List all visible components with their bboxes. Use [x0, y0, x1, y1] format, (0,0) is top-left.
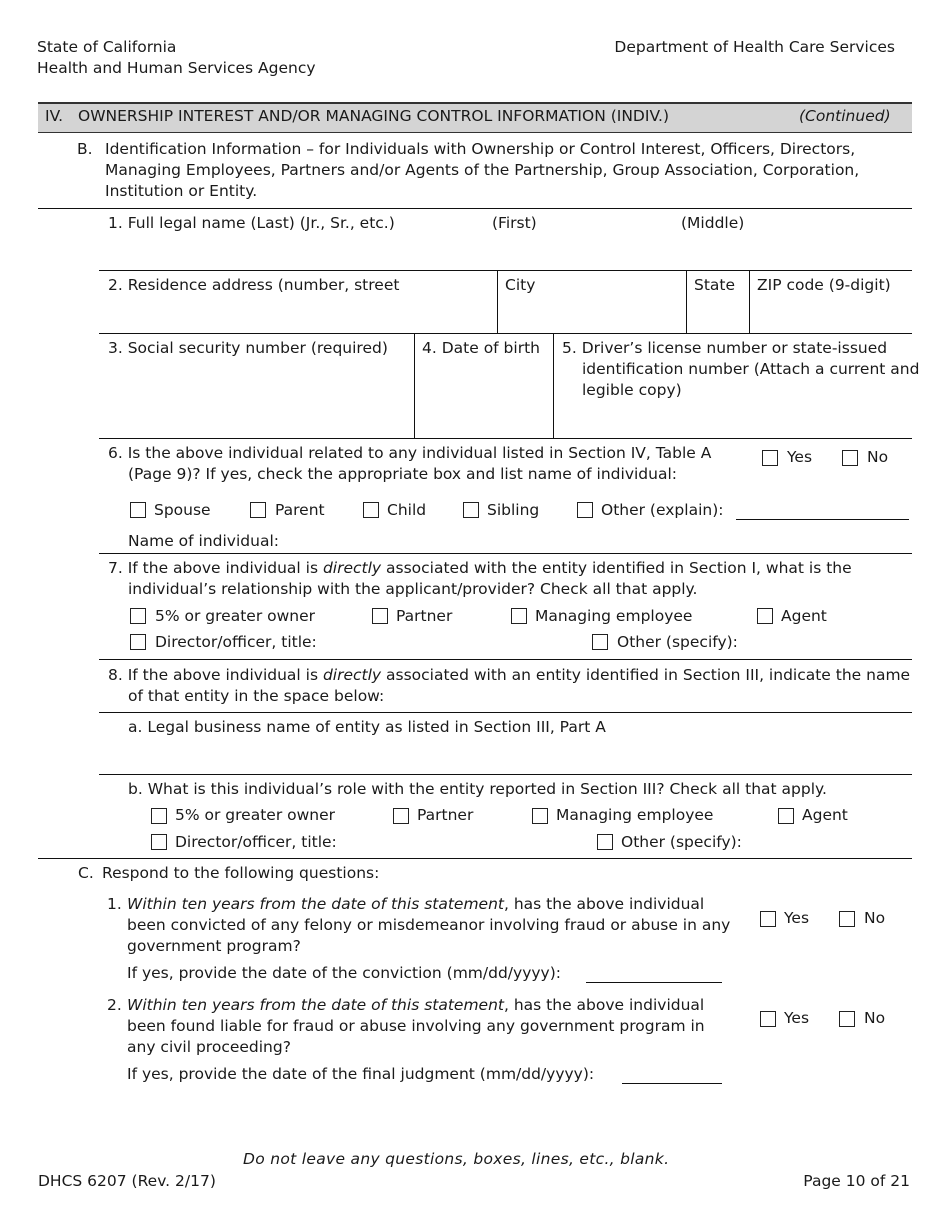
- q8-director-label: Director/officer, title:: [175, 833, 337, 851]
- name-of-individual-label: Name of individual:: [128, 532, 279, 550]
- c2-followup-label: If yes, provide the date of the final judgment (mm/dd/yyyy):: [127, 1065, 595, 1083]
- other-explain-field[interactable]: [736, 519, 909, 520]
- divider: [99, 333, 912, 334]
- q8-owner-checkbox[interactable]: [151, 808, 167, 824]
- residence-address-label: 2. Residence address (number, street: [108, 276, 400, 294]
- divider: [38, 208, 912, 209]
- other-explain-checkbox[interactable]: [577, 502, 593, 518]
- full-name-label: 1. Full legal name (Last) (Jr., Sr., etc.): [108, 214, 395, 232]
- q7-partner-checkbox[interactable]: [372, 608, 388, 624]
- q7-partner-label: Partner: [396, 607, 453, 625]
- ssn-label: 3. Social security number (required): [108, 339, 388, 357]
- divider: [414, 333, 415, 438]
- parent-checkbox[interactable]: [250, 502, 266, 518]
- c2-yes-label: Yes: [784, 1009, 810, 1027]
- c1-yes-label: Yes: [784, 909, 810, 927]
- c1-no-checkbox[interactable]: [839, 911, 855, 927]
- q8-other-checkbox[interactable]: [597, 834, 613, 850]
- divider: [99, 712, 912, 713]
- divider: [497, 270, 498, 333]
- spouse-checkbox[interactable]: [130, 502, 146, 518]
- form-id: DHCS 6207 (Rev. 2/17): [38, 1172, 216, 1190]
- section-title: OWNERSHIP INTEREST AND/OR MANAGING CONTROL INFORMATION (INDIV.): [78, 107, 670, 125]
- department-name: Department of Health Care Services: [614, 38, 895, 56]
- q6-no-checkbox[interactable]: [842, 450, 858, 466]
- q6-question: 6. Is the above individual related to any individual listed in Section IV, Table A (Page 9)? If yes, check the appropriate box and list name of individual:: [108, 444, 712, 483]
- q8-director-checkbox[interactable]: [151, 834, 167, 850]
- parent-label: Parent: [275, 501, 325, 519]
- drivers-license-label: 5. Driver’s license number or state-issued identification number (Attach a current and legible copy): [562, 339, 920, 399]
- q8-managing-checkbox[interactable]: [532, 808, 548, 824]
- dob-label: 4. Date of birth: [422, 339, 540, 357]
- child-label: Child: [387, 501, 427, 519]
- q7-managing-checkbox[interactable]: [511, 608, 527, 624]
- q8b-role-label: b. What is this individual’s role with the entity reported in Section III? Check all that apply.: [128, 780, 827, 798]
- q6-yes-label: Yes: [787, 448, 813, 466]
- q8-other-label: Other (specify):: [621, 833, 742, 851]
- c1-question: Within ten years from the date of this statement, has the above individual been convicted of any felony or misdemeanor involving fraud or abuse in any government program?: [127, 895, 731, 955]
- q7-question: 7. If the above individual is directly associated with the entity identified in Section I, what is the individual’s relationship with the applicant/provider? Check all that apply.: [108, 559, 852, 598]
- q8-agent-checkbox[interactable]: [778, 808, 794, 824]
- q6-yes-checkbox[interactable]: [762, 450, 778, 466]
- c1-followup-label: If yes, provide the date of the conviction (mm/dd/yyyy):: [127, 964, 561, 982]
- c2-number: 2.: [107, 996, 122, 1014]
- section-continued: (Continued): [799, 107, 891, 125]
- zip-code-label: ZIP code (9-digit): [757, 276, 891, 294]
- c1-number: 1.: [107, 895, 122, 913]
- part-b-description: Identification Information – for Individuals with Ownership or Control Interest, Officers, Directors, Managing Employees, Partners and/or Agents of the Partnership, Group Association, Corporation, Institution or Entity.: [105, 140, 860, 200]
- footer-notice: Do not leave any questions, boxes, lines, etc., blank.: [243, 1150, 670, 1168]
- spouse-label: Spouse: [154, 501, 211, 519]
- first-name-label: (First): [492, 214, 537, 232]
- q8-partner-checkbox[interactable]: [393, 808, 409, 824]
- city-label: City: [505, 276, 536, 294]
- part-b-letter: B.: [77, 140, 93, 158]
- q8-question: 8. If the above individual is directly associated with an entity identified in Section III, indicate the name of that entity in the space below:: [108, 666, 911, 705]
- c2-judgment-date-field[interactable]: [622, 1083, 722, 1084]
- divider: [99, 659, 912, 660]
- divider: [99, 438, 912, 439]
- child-checkbox[interactable]: [363, 502, 379, 518]
- divider: [99, 553, 912, 554]
- c1-conviction-date-field[interactable]: [586, 982, 722, 983]
- state-label: State: [694, 276, 736, 294]
- part-c-letter: C.: [78, 864, 94, 882]
- sibling-label: Sibling: [487, 501, 540, 519]
- sibling-checkbox[interactable]: [463, 502, 479, 518]
- q6-no-label: No: [867, 448, 889, 466]
- q7-owner-label: 5% or greater owner: [155, 607, 316, 625]
- page-number: Page 10 of 21: [803, 1172, 910, 1190]
- q8-owner-label: 5% or greater owner: [175, 806, 336, 824]
- c2-no-label: No: [864, 1009, 886, 1027]
- c2-question: Within ten years from the date of this statement, has the above individual been found liable for fraud or abuse involving any government program in any civil proceeding?: [127, 996, 705, 1056]
- q7-agent-checkbox[interactable]: [757, 608, 773, 624]
- agency-state: State of California: [37, 38, 177, 56]
- other-explain-label: Other (explain):: [601, 501, 724, 519]
- q7-other-label: Other (specify):: [617, 633, 738, 651]
- q7-other-checkbox[interactable]: [592, 634, 608, 650]
- divider: [99, 270, 912, 271]
- section-number: IV.: [45, 107, 64, 125]
- middle-name-label: (Middle): [681, 214, 745, 232]
- q7-agent-label: Agent: [781, 607, 827, 625]
- divider: [99, 774, 912, 775]
- q7-director-checkbox[interactable]: [130, 634, 146, 650]
- c1-yes-checkbox[interactable]: [760, 911, 776, 927]
- q8-agent-label: Agent: [802, 806, 848, 824]
- q7-owner-checkbox[interactable]: [130, 608, 146, 624]
- q8-managing-label: Managing employee: [556, 806, 714, 824]
- c2-yes-checkbox[interactable]: [760, 1011, 776, 1027]
- divider: [749, 270, 750, 333]
- agency-name: Health and Human Services Agency: [37, 59, 316, 77]
- q8a-legal-name-label: a. Legal business name of entity as listed in Section III, Part A: [128, 718, 606, 736]
- part-c-intro: Respond to the following questions:: [102, 864, 380, 882]
- c2-no-checkbox[interactable]: [839, 1011, 855, 1027]
- divider: [553, 333, 554, 438]
- q8-partner-label: Partner: [417, 806, 474, 824]
- q7-director-label: Director/officer, title:: [155, 633, 317, 651]
- divider: [686, 270, 687, 333]
- q7-managing-label: Managing employee: [535, 607, 693, 625]
- divider: [38, 858, 912, 859]
- c1-no-label: No: [864, 909, 886, 927]
